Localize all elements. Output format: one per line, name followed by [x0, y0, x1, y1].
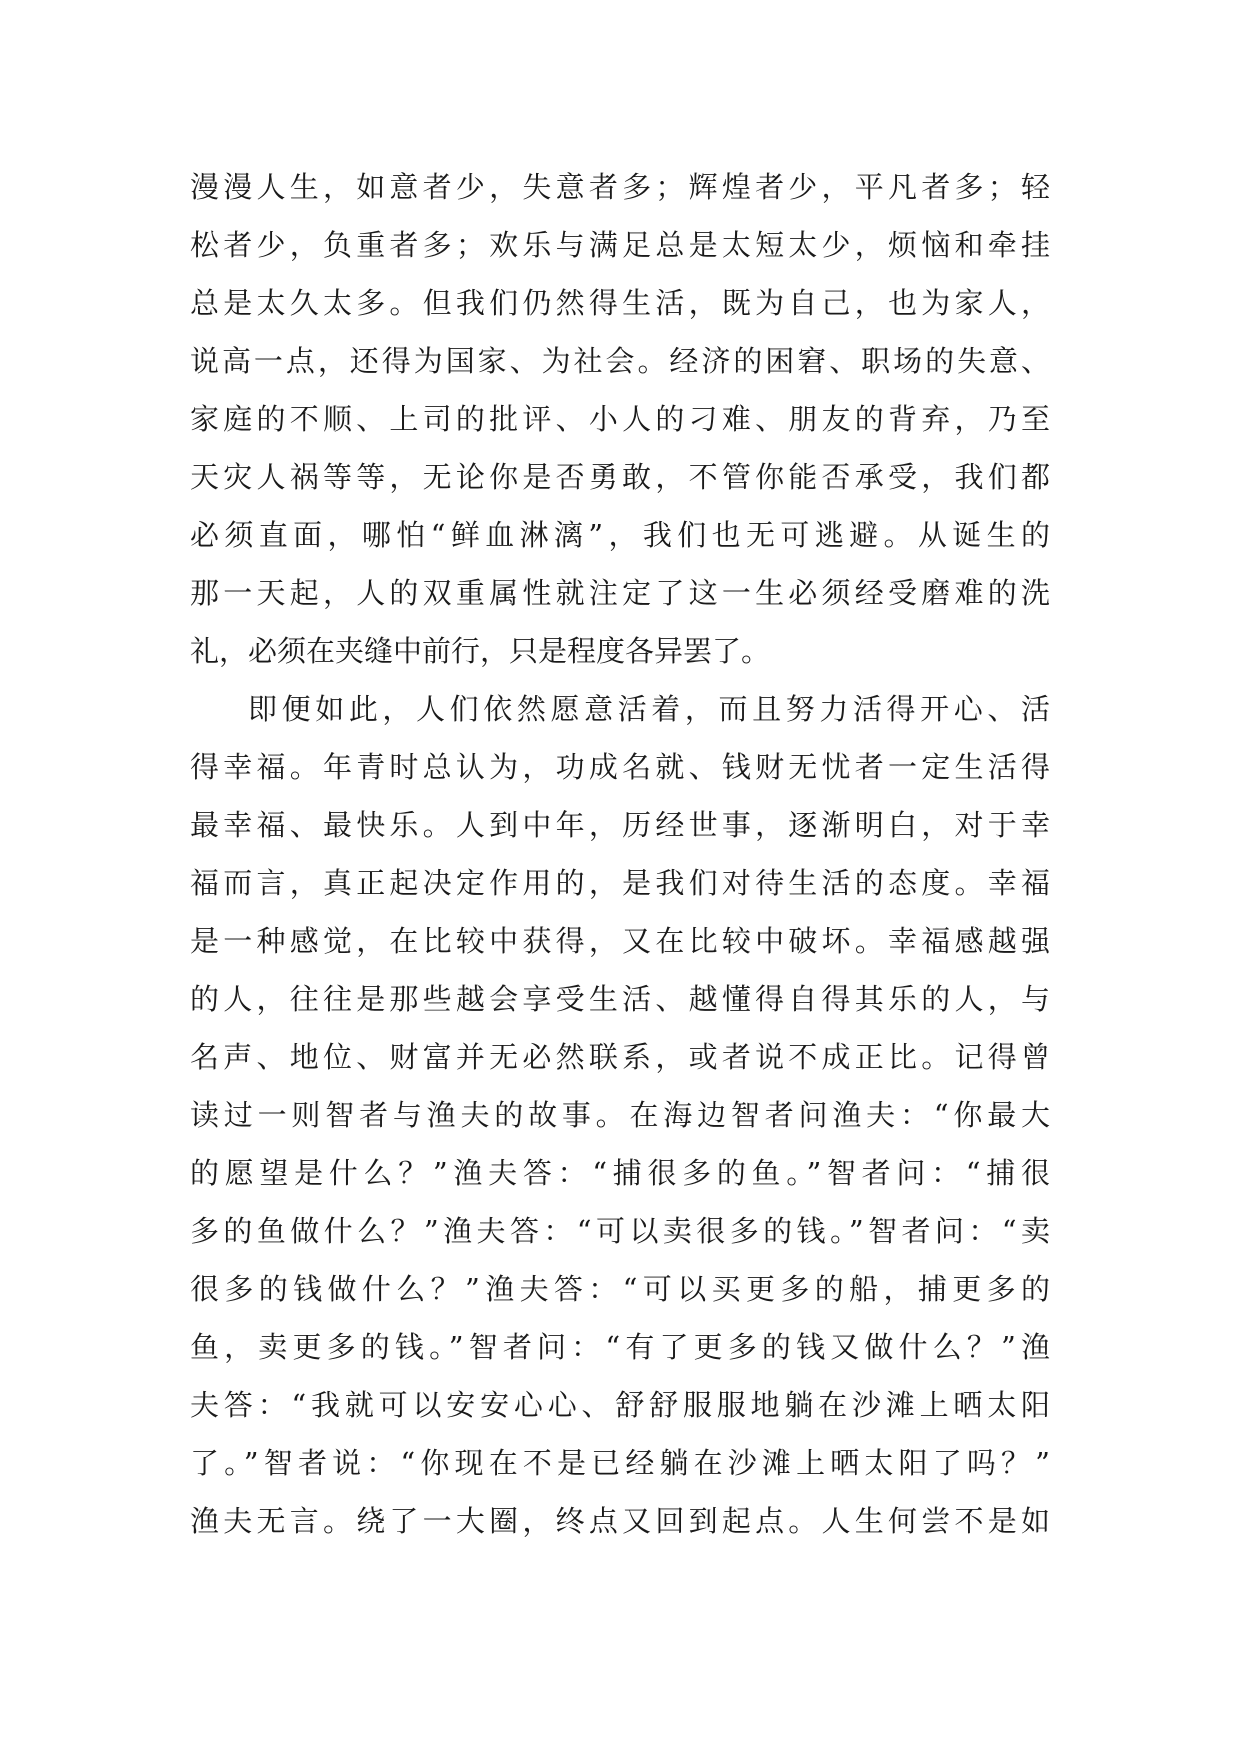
text-line: 读过一则智者与渔夫的故事。在海边智者问渔夫：“你最大: [190, 1098, 1050, 1132]
text-line: 得幸福。年青时总认为，功成名就、钱财无忧者一定生活得: [190, 750, 1050, 784]
text-line: 名声、地位、财富并无必然联系，或者说不成正比。记得曾: [190, 1040, 1050, 1074]
text-line: 渔夫无言。绕了一大圈，终点又回到起点。人生何尝不是如: [190, 1504, 1050, 1538]
text-line: 了。”智者说：“你现在不是已经躺在沙滩上晒太阳了吗？”: [190, 1446, 1050, 1480]
text-line: 多的鱼做什么？”渔夫答：“可以卖很多的钱。”智者问：“卖: [190, 1214, 1050, 1248]
text-line: 松者少，负重者多；欢乐与满足总是太短太少，烦恼和牵挂: [190, 228, 1050, 262]
text-line: 说高一点，还得为国家、为社会。经济的困窘、职场的失意、: [190, 344, 1050, 378]
text-line: 的人，往往是那些越会享受生活、越懂得自得其乐的人，与: [190, 982, 1050, 1016]
paragraph-2: [190, 680, 1050, 1550]
text-line: 家庭的不顺、上司的批评、小人的刁难、朋友的背弃，乃至: [190, 402, 1050, 436]
text-line: 漫漫人生，如意者少，失意者多；辉煌者少，平凡者多；轻: [190, 170, 1050, 204]
text-line: 天灾人祸等等，无论你是否勇敢，不管你能否承受，我们都: [190, 460, 1050, 494]
text-line: 即便如此，人们依然愿意活着，而且努力活得开心、活: [248, 692, 1050, 726]
text-line: 福而言，真正起决定作用的，是我们对待生活的态度。幸福: [190, 866, 1050, 900]
text-line: 那一天起，人的双重属性就注定了这一生必须经受磨难的洗: [190, 576, 1050, 610]
text-line: 的愿望是什么？”渔夫答：“捕很多的鱼。”智者问：“捕很: [190, 1156, 1050, 1190]
text-line: 夫答：“我就可以安安心心、舒舒服服地躺在沙滩上晒太阳: [190, 1388, 1050, 1422]
text-line: 是一种感觉，在比较中获得，又在比较中破坏。幸福感越强: [190, 924, 1050, 958]
body-text: [190, 158, 1050, 1550]
text-line: 最幸福、最快乐。人到中年，历经世事，逐渐明白，对于幸: [190, 808, 1050, 842]
text-line: 总是太久太多。但我们仍然得生活，既为自己，也为家人，: [190, 286, 1050, 320]
text-line: 必须直面，哪怕“鲜血淋漓”，我们也无可逃避。从诞生的: [190, 518, 1050, 552]
text-line: 礼，必须在夹缝中前行，只是程度各异罢了。: [190, 634, 771, 668]
paragraph-1: [190, 158, 1050, 680]
text-line: 鱼，卖更多的钱。”智者问：“有了更多的钱又做什么？”渔: [190, 1330, 1050, 1364]
text-line: 很多的钱做什么？”渔夫答：“可以买更多的船，捕更多的: [190, 1272, 1050, 1306]
